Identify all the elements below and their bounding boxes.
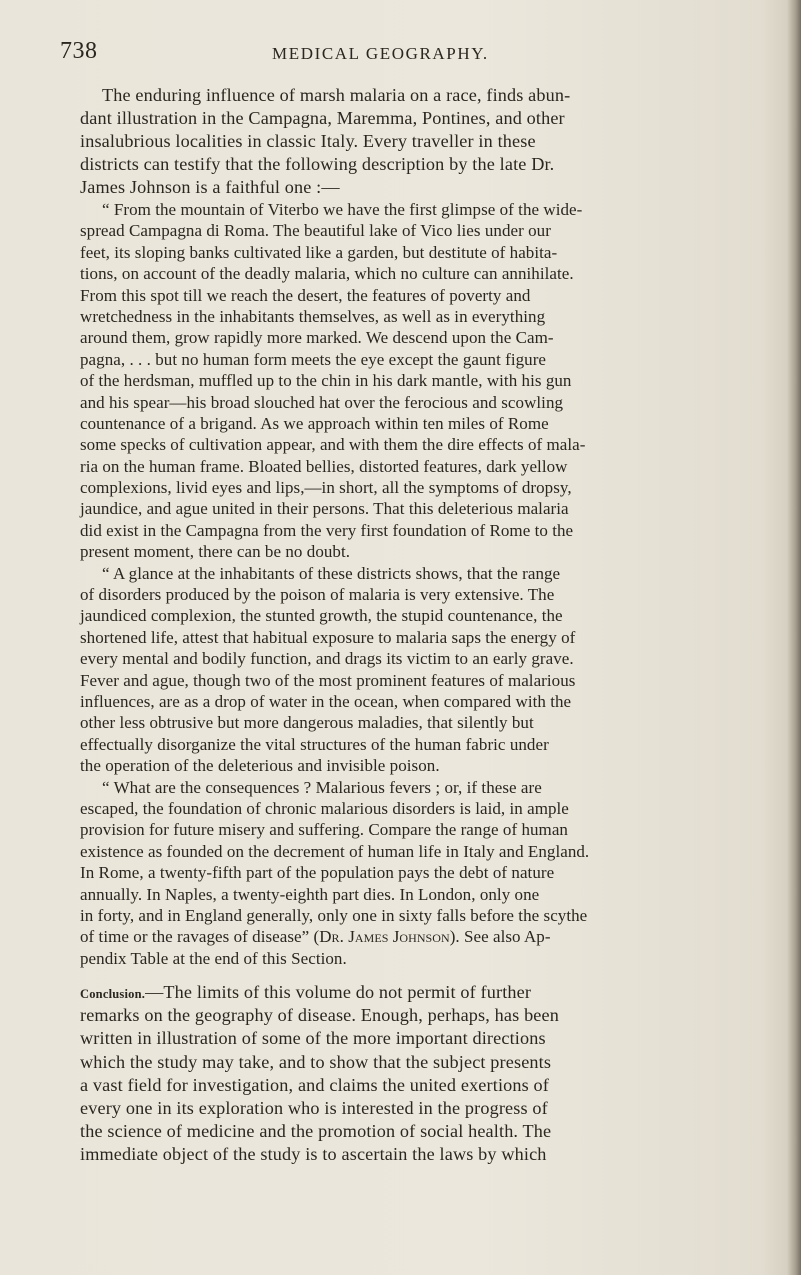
text-line: provision for future misery and suffering. Compare the range of human xyxy=(80,820,568,840)
page-number: 738 xyxy=(60,38,98,64)
text-line: feet, its sloping banks cultivated like a garden, but destitute of habita- xyxy=(80,242,558,262)
text-line: written in illustration of some of the more important directions xyxy=(80,1028,546,1049)
text-line: jaundiced complexion, the stunted growth, the stupid countenance, the xyxy=(80,606,563,626)
body-text xyxy=(80,84,760,1167)
page-edge-shadow xyxy=(787,0,801,1275)
text-line: insalubrious localities in classic Italy. Every traveller in these xyxy=(80,131,536,151)
running-title: MEDICAL GEOGRAPHY. xyxy=(272,44,489,63)
text-line: immediate object of the study is to ascertain the laws by which xyxy=(80,1144,547,1165)
text-line: ria on the human frame. Bloated bellies, distorted features, dark yellow xyxy=(80,456,568,476)
text-line: annually. In Naples, a twenty-eighth part dies. In London, only one xyxy=(80,884,540,904)
text-line: every mental and bodily function, and drags its victim to an early grave. xyxy=(80,649,574,669)
text-line: around them, grow rapidly more marked. We descend upon the Cam- xyxy=(80,328,554,348)
text-line: pagna, . . . but no human form meets the eye except the gaunt figure xyxy=(80,349,547,369)
text-line: escaped, the foundation of chronic malarious disorders is laid, in ample xyxy=(80,798,569,818)
conclusion-paragraph xyxy=(80,981,760,1167)
text-line: jaundice, and ague united in their persons. That this deleterious malaria xyxy=(80,499,569,519)
text-line: remarks on the geography of disease. Enough, perhaps, has been xyxy=(80,1005,559,1026)
sidenote-conclusion: Conclusion. xyxy=(80,987,146,1002)
text-line: The enduring influence of marsh malaria on a race, finds abun- xyxy=(102,85,571,105)
text-line: countenance of a brigand. As we approach within ten miles of Rome xyxy=(80,413,549,433)
text-line: of disorders produced by the poison of malaria is very extensive. The xyxy=(80,585,555,605)
text-line: Fever and ague, though two of the most prominent features of malarious xyxy=(80,670,576,690)
text-line: other less obtrusive but more dangerous maladies, that silently but xyxy=(80,713,534,733)
text-line: some specks of cultivation appear, and with them the dire effects of mala- xyxy=(80,435,586,455)
text-line: In Rome, a twenty-fifth part of the population pays the debt of nature xyxy=(80,863,555,883)
text-line: of the herdsman, muffled up to the chin in his dark mantle, with his gun xyxy=(80,371,572,391)
text-line: spread Campagna di Roma. The beautiful lake of Vico lies under our xyxy=(80,221,551,241)
text-span: of time or the ravages of disease” ( xyxy=(80,927,320,947)
text-line: “ A glance at the inhabitants of these districts shows, that the range xyxy=(102,563,561,583)
text-line: pendix Table at the end of this Section. xyxy=(80,948,347,968)
text-line: “ From the mountain of Viterbo we have the first glimpse of the wide- xyxy=(102,200,583,219)
text-line: districts can testify that the following description by the late Dr. xyxy=(80,154,555,174)
text-line: shortened life, attest that habitual exposure to malaria saps the energy of xyxy=(80,627,576,647)
text-line: existence as founded on the decrement of human life in Italy and England. xyxy=(80,841,590,861)
text-line: a vast field for investigation, and claims the united exertions of xyxy=(80,1074,550,1095)
text-line: the science of medicine and the promotion of social health. The xyxy=(80,1121,552,1142)
intro-paragraph xyxy=(80,84,760,199)
text-line: From this spot till we reach the desert, the features of poverty and xyxy=(80,285,531,305)
text-line xyxy=(80,926,760,947)
text-line: which the study may take, and to show that the subject presents xyxy=(80,1051,552,1072)
text-line: the operation of the deleterious and invisible poison. xyxy=(80,756,440,776)
text-line: wretchedness in the inhabitants themselves, as well as in everything xyxy=(80,306,546,326)
text-line: tions, on account of the deadly malaria, which no culture can annihilate. xyxy=(80,264,574,284)
text-line: dant illustration in the Campagna, Maremma, Pontines, and other xyxy=(80,108,565,128)
text-line: and his spear—his broad slouched hat over the ferocious and scowling xyxy=(80,392,564,412)
text-line: complexions, livid eyes and lips,—in short, all the symptoms of dropsy, xyxy=(80,478,572,498)
quote-paragraph-1 xyxy=(80,199,760,563)
text-line: effectually disorganize the vital structures of the human fabric under xyxy=(80,734,549,754)
page-header xyxy=(60,38,740,68)
text-line: “ What are the consequences ? Malarious fevers ; or, if these are xyxy=(102,777,542,797)
text-line: James Johnson is a faithful one :— xyxy=(80,177,340,197)
text-line: influences, are as a drop of water in the ocean, when compared with the xyxy=(80,691,572,711)
quote-paragraph-3 xyxy=(80,777,760,970)
text-span: —The limits of this volume do not permit of further xyxy=(145,982,532,1003)
text-line: present moment, there can be no doubt. xyxy=(80,542,351,562)
text-line: in forty, and in England generally, only one in sixty falls before the scythe xyxy=(80,905,588,925)
text-line xyxy=(80,981,760,1004)
quote-paragraph-2 xyxy=(80,563,760,777)
attribution: Dr. James Johnson xyxy=(319,927,450,947)
text-line: every one in its exploration who is interested in the progress of xyxy=(80,1098,548,1118)
text-span: ). See also Ap- xyxy=(449,927,551,947)
text-line: did exist in the Campagna from the very first foundation of Rome to the xyxy=(80,520,574,540)
